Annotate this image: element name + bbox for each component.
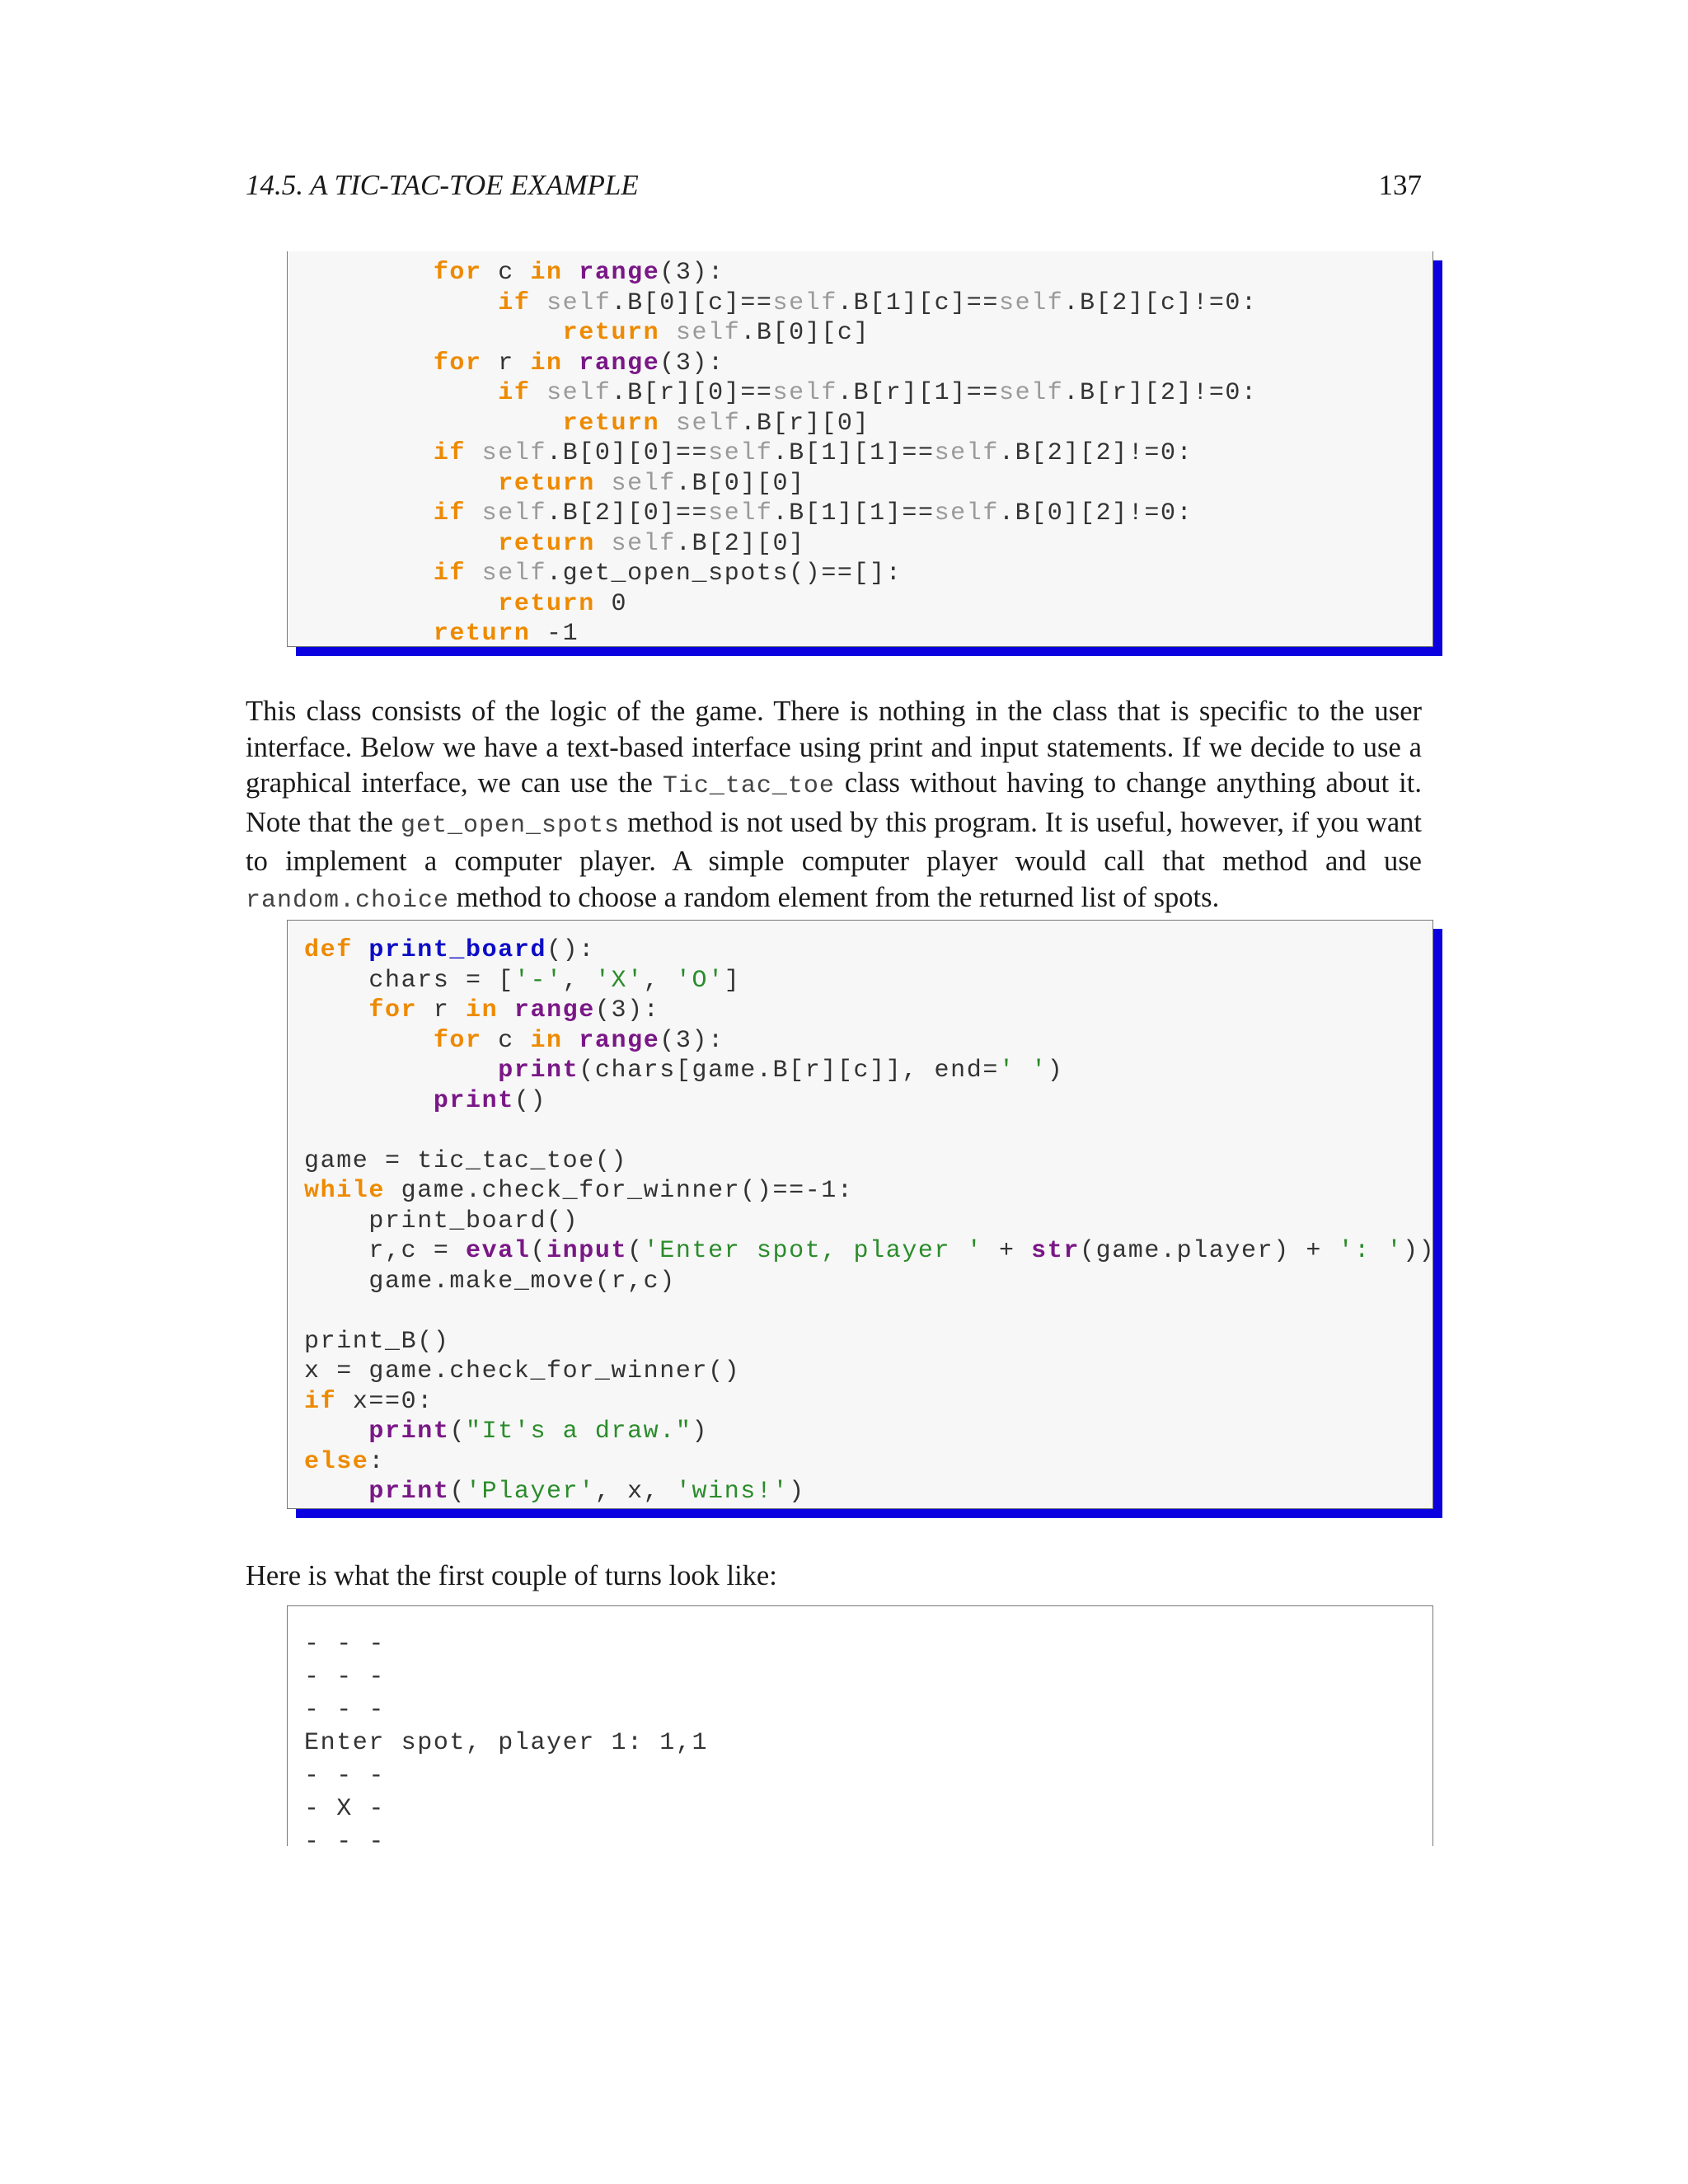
page-number: 137 (1378, 169, 1422, 201)
terminal-output-block (287, 1605, 1433, 1856)
body-paragraph (246, 694, 1422, 920)
code-block-text-interface (287, 920, 1436, 1509)
inline-code-class-name: Tic_tac_toe (662, 772, 835, 801)
running-header (246, 169, 1422, 210)
inline-code-method-name: get_open_spots (401, 811, 621, 840)
inline-code-random-choice: random.choice (246, 886, 450, 915)
section-title: 14.5. A TIC-TAC-TOE EXAMPLE (246, 169, 639, 201)
code-listing: for c in range(3): if self.B[0][c]==self.B[1][c]==self.B[2][c]!=0: return self.B[0][c] for r in range(3): if self.B[r][0]==self.B[r][1]==self.B[r][2]!=0: return self.B[r][0] if self.B[0][0]==self.B[1][1]==self.B[2][2]!=0: return self.B[0][0] if self.B[2][0]==self.B[1][1]==self.B[0][2]!=0: return self.B[2][0] if self.get_open_spots()==[]: return 0 return -1 (433, 259, 1258, 648)
terminal-output: - - - - - - - - - Enter spot, player 1: 1,1 - - - - X - - - - (304, 1630, 709, 1856)
paragraph-text: This class consists of the logic of the game. There is nothing in the class that is specific to the user interface. Below we have a text-based interface using print and input statements. If we decide to use a graphical interface, we can use the (246, 696, 1422, 799)
code-block-check-for-winner (287, 251, 1433, 647)
intro-text: Here is what the first couple of turns look like: (246, 1560, 777, 1591)
code-listing: def print_board(): chars = ['-', 'X', 'O'] for r in range(3): for c in range(3): print(chars[game.B[r][c]], end=' ') print() game = tic_tac_toe() while game.check_for_winner()==-1: print_board() r,c = eval(input('Enter spot, player ' + str(game.player) + ': ')) game.make_move(r,c) print_B() x = game.check_for_winner() if x==0: print("It's a draw.") else: print('Player', x, 'wins!') (304, 936, 1436, 1506)
paragraph-text: class without having to change anything about it. Note that the (246, 767, 1422, 838)
paragraph-text: method is not used by this program. It is useful, however, if you want to implement a computer player. A simple computer player would call that method and use (246, 806, 1422, 878)
paragraph-text: method to choose a random element from the returned list of spots. (449, 881, 1220, 913)
